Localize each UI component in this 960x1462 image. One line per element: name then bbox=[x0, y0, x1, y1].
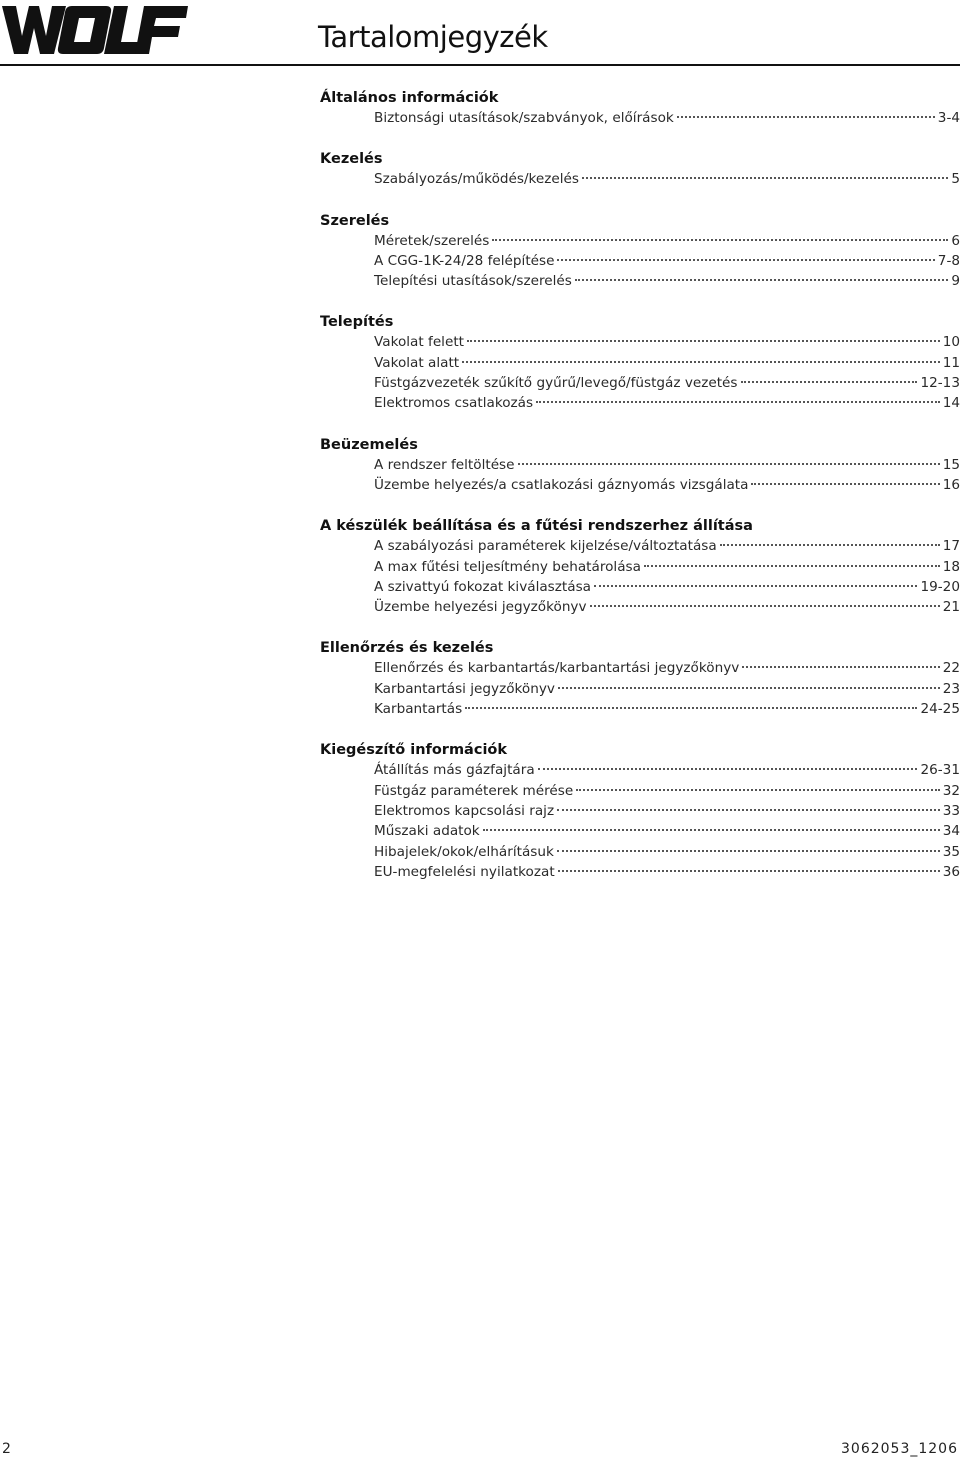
toc-entry-label: A CGG-1K-24/28 felépítése bbox=[374, 252, 555, 269]
toc-section bbox=[320, 88, 960, 128]
table-of-contents bbox=[320, 88, 960, 903]
toc-entry-label: Hibajelek/okok/elhárításuk bbox=[374, 843, 554, 860]
toc-entry-label: Elektromos csatlakozás bbox=[374, 395, 534, 412]
toc-entry-page: 12-13 bbox=[920, 375, 960, 392]
toc-entry-label: Vakolat felett bbox=[374, 334, 464, 351]
toc-entry-label: Elektromos kapcsolási rajz bbox=[374, 802, 555, 819]
toc-entry-page: 14 bbox=[942, 395, 960, 412]
dot-leader bbox=[536, 401, 940, 403]
toc-entry[interactable] bbox=[374, 577, 960, 597]
toc-section bbox=[320, 638, 960, 719]
toc-entry[interactable] bbox=[374, 679, 960, 699]
toc-entry[interactable] bbox=[374, 455, 960, 475]
toc-entry[interactable] bbox=[374, 231, 960, 251]
toc-entry-page: 5 bbox=[951, 171, 960, 188]
toc-entry[interactable] bbox=[374, 760, 960, 780]
dot-leader bbox=[677, 116, 935, 118]
dot-leader bbox=[465, 707, 917, 709]
toc-entry-page: 3-4 bbox=[937, 110, 960, 126]
dot-leader bbox=[751, 483, 939, 485]
page-title: Tartalomjegyzék bbox=[318, 20, 548, 54]
dot-leader bbox=[720, 544, 940, 546]
toc-entry-label: Biztonsági utasítások/szabványok, előírások bbox=[374, 110, 674, 126]
toc-entry-page: 32 bbox=[942, 782, 960, 799]
dot-leader bbox=[518, 463, 940, 465]
toc-entry-label: Üzembe helyezés/a csatlakozási gáznyomás vizsgálata bbox=[374, 476, 749, 493]
dot-leader bbox=[594, 585, 918, 587]
toc-entry-page: 16 bbox=[942, 476, 960, 493]
dot-leader bbox=[558, 870, 940, 872]
dot-leader bbox=[557, 850, 940, 852]
toc-entry-page: 9 bbox=[951, 273, 960, 290]
toc-entry-label: Vakolat alatt bbox=[374, 354, 460, 371]
toc-section-title[interactable]: Ellenőrzés és kezelés bbox=[320, 640, 494, 657]
dot-leader bbox=[741, 381, 918, 383]
page-number: 2 bbox=[2, 1441, 11, 1457]
dot-leader bbox=[590, 605, 940, 607]
dot-leader bbox=[462, 361, 940, 363]
toc-entry[interactable] bbox=[374, 842, 960, 862]
toc-entry-label: Ellenőrzés és karbantartás/karbantartási jegyzőkönyv bbox=[374, 660, 740, 677]
toc-section-title[interactable]: Kiegészítő információk bbox=[320, 742, 508, 759]
toc-entry-page: 24-25 bbox=[920, 701, 960, 718]
toc-entry[interactable] bbox=[374, 597, 960, 617]
toc-entry[interactable] bbox=[374, 332, 960, 352]
toc-entry-page: 33 bbox=[942, 802, 960, 819]
toc-entry[interactable] bbox=[374, 801, 960, 821]
dot-leader bbox=[576, 789, 939, 791]
toc-entry-label: A szivattyú fokozat kiválasztása bbox=[374, 578, 591, 595]
toc-entry-page: 7-8 bbox=[937, 252, 960, 269]
toc-entry-page: 26-31 bbox=[920, 762, 960, 779]
toc-entry-label: A max fűtési teljesítmény behatárolása bbox=[374, 558, 641, 575]
dot-leader bbox=[492, 239, 948, 241]
toc-entry[interactable] bbox=[374, 271, 960, 291]
toc-entry[interactable] bbox=[374, 393, 960, 413]
dot-leader bbox=[557, 809, 940, 811]
toc-section-title[interactable]: A készülék beállítása és a fűtési rendszerhez állítása bbox=[320, 518, 753, 535]
toc-entry-page: 15 bbox=[942, 456, 960, 473]
toc-section bbox=[320, 516, 960, 617]
dot-leader bbox=[742, 666, 939, 668]
dot-leader bbox=[467, 340, 940, 342]
toc-entry-label: A szabályozási paraméterek kijelzése/változtatása bbox=[374, 538, 717, 555]
toc-entry[interactable] bbox=[374, 557, 960, 577]
toc-entry-label: A rendszer feltöltése bbox=[374, 456, 515, 473]
toc-entry-page: 35 bbox=[942, 843, 960, 860]
toc-entry-page: 19-20 bbox=[920, 578, 960, 595]
toc-section bbox=[320, 312, 960, 413]
toc-section bbox=[320, 211, 960, 292]
dot-leader bbox=[644, 565, 940, 567]
dot-leader bbox=[575, 279, 948, 281]
toc-entry[interactable] bbox=[374, 108, 960, 128]
toc-entry-label: Füstgázvezeték szűkítő gyűrű/levegő/füstgáz vezetés bbox=[374, 375, 738, 392]
toc-entry[interactable] bbox=[374, 251, 960, 271]
toc-entry-page: 11 bbox=[942, 354, 960, 371]
toc-entry[interactable] bbox=[374, 353, 960, 373]
toc-entry-label: Üzembe helyezési jegyzőkönyv bbox=[374, 599, 587, 616]
dot-leader bbox=[558, 687, 940, 689]
toc-entry-page: 22 bbox=[942, 660, 960, 677]
toc-entry-page: 17 bbox=[942, 538, 960, 555]
toc-entry[interactable] bbox=[374, 821, 960, 841]
document-code: 3062053_1206 bbox=[841, 1441, 958, 1457]
toc-section bbox=[320, 149, 960, 189]
toc-entry[interactable] bbox=[374, 699, 960, 719]
toc-entry-label: Műszaki adatok bbox=[374, 823, 480, 840]
toc-entry[interactable] bbox=[374, 169, 960, 189]
toc-section bbox=[320, 740, 960, 882]
dot-leader bbox=[538, 768, 918, 770]
toc-section-title[interactable]: Kezelés bbox=[320, 151, 383, 168]
dot-leader bbox=[582, 177, 948, 179]
toc-entry-page: 23 bbox=[942, 680, 960, 697]
toc-entry-label: Füstgáz paraméterek mérése bbox=[374, 782, 574, 799]
toc-section-title[interactable]: Beüzemelés bbox=[320, 436, 418, 453]
toc-entry-page: 10 bbox=[942, 334, 960, 351]
toc-section-title[interactable]: Szerelés bbox=[320, 212, 390, 229]
toc-entry[interactable] bbox=[374, 862, 960, 882]
toc-entry-page: 36 bbox=[942, 863, 960, 880]
toc-entry[interactable] bbox=[374, 781, 960, 801]
wolf-logo bbox=[2, 4, 188, 56]
toc-entry-page: 18 bbox=[942, 558, 960, 575]
toc-entry-label: Átállítás más gázfajtára bbox=[374, 762, 535, 779]
toc-entry[interactable] bbox=[374, 658, 960, 678]
title-divider bbox=[0, 64, 960, 66]
dot-leader bbox=[483, 829, 940, 831]
toc-entry-label: Karbantartás bbox=[374, 701, 463, 718]
toc-entry-label: Méretek/szerelés bbox=[374, 232, 490, 249]
toc-section bbox=[320, 435, 960, 496]
toc-entry-page: 34 bbox=[942, 823, 960, 840]
toc-entry[interactable] bbox=[374, 373, 960, 393]
toc-entry-label: Szabályozás/működés/kezelés bbox=[374, 171, 580, 188]
toc-entry[interactable] bbox=[374, 536, 960, 556]
toc-section-title[interactable]: Telepítés bbox=[320, 314, 394, 331]
toc-entry-label: EU-megfelelési nyilatkozat bbox=[374, 863, 555, 880]
toc-entry-label: Karbantartási jegyzőkönyv bbox=[374, 680, 555, 697]
toc-entry-page: 6 bbox=[951, 232, 960, 249]
toc-entry[interactable] bbox=[374, 475, 960, 495]
toc-entry-page: 21 bbox=[942, 599, 960, 616]
toc-entry-label: Telepítési utasítások/szerelés bbox=[374, 273, 572, 290]
dot-leader bbox=[557, 259, 934, 261]
toc-section-title[interactable]: Általános információk bbox=[320, 90, 499, 106]
